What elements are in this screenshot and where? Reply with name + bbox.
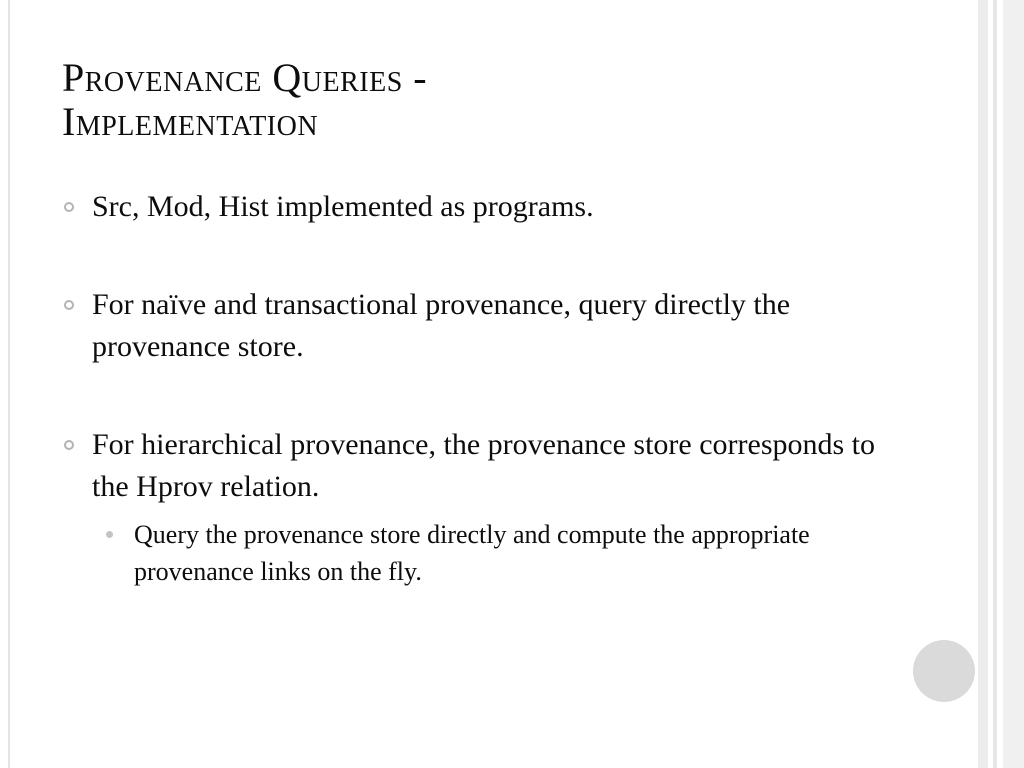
slide-title	[62, 56, 942, 144]
bullet-text: For naïve and transactional provenance, query directly the provenance store.	[92, 288, 791, 363]
bullet-text: For hierarchical provenance, the provenance store corresponds to the Hprov relation.	[92, 428, 876, 503]
sub-bullet-item	[92, 516, 882, 590]
right-decor-stripe	[978, 0, 988, 768]
right-decor-stripe-thin	[993, 0, 997, 768]
sub-bullet-text: Query the provenance store directly and compute the appropriate provenance links on the fly.	[134, 520, 810, 586]
left-border-rule	[8, 0, 10, 768]
bullet-list	[62, 186, 882, 590]
slide-title-line-1: Provenance Queries -	[62, 55, 428, 100]
bullet-text: Src, Mod, Hist implemented as programs.	[92, 190, 594, 223]
hollow-circle-bullet-icon	[64, 202, 74, 212]
decorative-circle	[913, 640, 975, 702]
slide-title-line-2: Implementation	[62, 99, 319, 144]
right-decor-stripe-edge	[1003, 0, 1024, 768]
bullet-item	[62, 186, 882, 228]
filled-dot-bullet-icon	[106, 531, 113, 538]
bullet-item	[62, 284, 882, 368]
bullet-item	[62, 424, 882, 590]
hollow-circle-bullet-icon	[64, 300, 74, 310]
hollow-circle-bullet-icon	[64, 440, 74, 450]
